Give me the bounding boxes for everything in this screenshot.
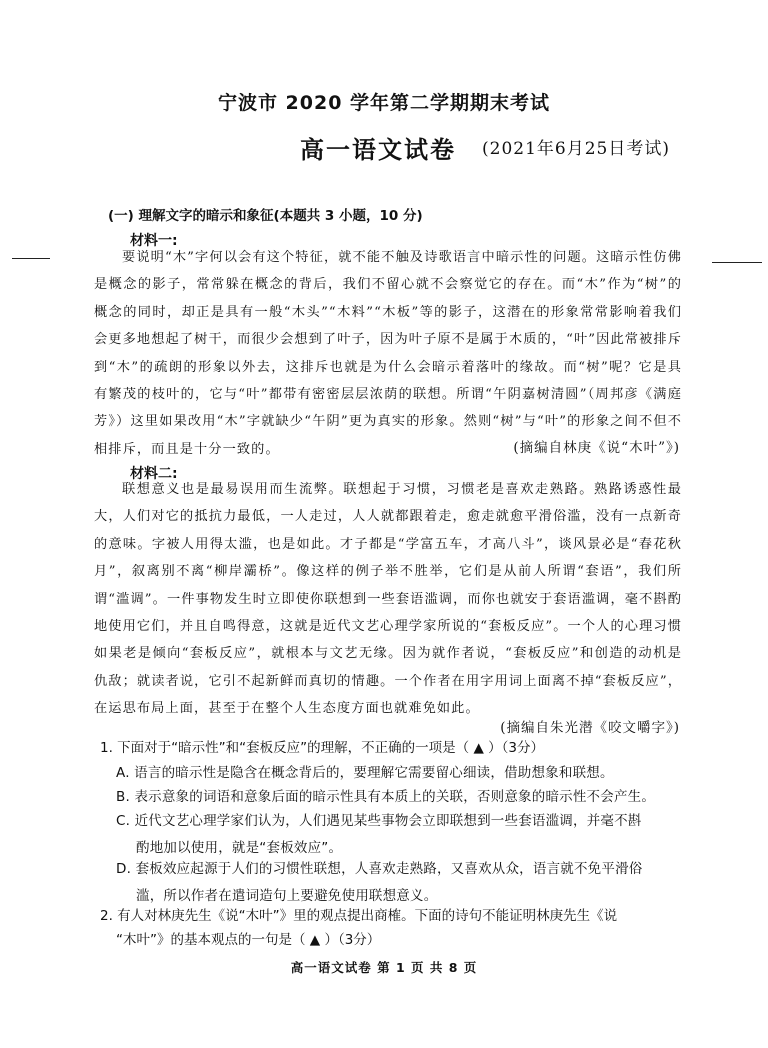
material-2-source: (摘编自朱光潜《咬文嚼字》) xyxy=(500,720,680,736)
question-2-stem xyxy=(100,904,700,952)
question-1-option-a: A. 语言的暗示性是隐含在概念背后的，要理解它需要留心细读，借助想象和联想。 xyxy=(116,765,614,781)
question-1-option-b: B. 表示意象的词语和意象后面的暗示性具有本质上的关联，否则意象的暗示性不会产生。 xyxy=(116,789,656,805)
option-c-line-2: 酌地加以使用，就是“套板效应”。 xyxy=(136,840,343,856)
question-1-stem: 1. 下面对于“暗示性”和“套板反应”的理解，不正确的一项是（ ▲ ）（3分） xyxy=(100,740,544,756)
material-2-label: 材料二: xyxy=(130,466,178,482)
option-d-line-2: 滥，所以作者在遣词造句上要避免使用联想意义。 xyxy=(136,888,438,904)
exam-date: (2021年6月25日考试) xyxy=(482,139,670,159)
material-1-text: 要说明“木”字何以会有这个特征，就不能不触及诗歌语言中暗示性的问题。这暗示性仿佛是概念的影子，常常躲在概念的背后，我们不留心就不会察觉它的存在。而“木”作为“树”的概念的同时，却正是具有一般“木头”“木料”“木板”等的影子，这潜在的形象常常影响着我们会更多地想起了树干，而很少会想到了叶子，因为叶子原不是属于木质的，“叶”因此常被排斥到“木”的疏朗的形象以外去，这排斥也就是为什么会暗示着落叶的缘故。而“树”呢？它是具有繁茂的枝叶的，它与“叶”都带有密密层层浓荫的联想。所谓“午阴嘉树清圆”（周邦彦《满庭芳》）这里如果改用“木”字就缺少“午阴”更为真实的形象。然则“树”与“叶”的形象之间不但不相排斥，而且是十分一致的。 xyxy=(94,250,682,457)
question-1-option-c xyxy=(116,808,706,862)
question-1-option-d xyxy=(116,856,706,910)
margin-rule-left xyxy=(12,258,50,259)
question-2-line-2: “木叶”》的基本观点的一句是（ ▲ ）（3分） xyxy=(116,932,381,948)
material-2-text: 联想意义也是最易误用而生流弊。联想起于习惯，习惯老是喜欢走熟路。熟路诱惑性最大，人们对它的抵抗力最低，一人走过，人人就都跟着走，愈走就愈平滑俗滥，没有一点新奇的意味。字被人用得太滥，也是如此。才子都是“学富五车，才高八斗”，谈风景必是“春花秋月”，叙离别不离“柳岸灞桥”。像这样的例子举不胜举，它们是从前人所谓“套语”，我们所谓“滥调”。一件事物发生时立即使你联想到一些套语滥调，而你也就安于套语滥调，毫不斟酌地使用它们，并且自鸣得意，这就是近代文艺心理学家所说的“套板反应”。一个人的心理习惯如果老是倾向“套板反应”，就根本与文艺无缘。因为就作者说，“套板反应”和创造的动机是仇敌；就读者说，它引不起新鲜而真切的情趣。一个作者在用字用词上面离不掉“套板反应”，在运思布局上面，甚至于在整个人生态度方面也就难免如此。 xyxy=(94,482,682,717)
margin-rule-right xyxy=(712,262,762,263)
page-footer: 高一语文试卷 第 1 页 共 8 页 xyxy=(290,960,478,975)
section-heading: (一) 理解文字的暗示和象征(本题共 3 小题，10 分) xyxy=(108,208,423,224)
exam-title: 宁波市 2020 学年第二学期期末考试 xyxy=(217,92,551,114)
question-2-line-1: 2. 有人对林庚先生《说“木叶”》里的观点提出商榷。下面的诗句不能证明林庚先生《说 xyxy=(100,908,618,924)
paper-subtitle: 高一语文试卷 xyxy=(300,136,456,164)
option-c-line-1: C. 近代文艺心理学家们认为，人们遇见某些事物会立即联想到一些套语滥调，并毫不斟 xyxy=(116,813,642,829)
material-1-label: 材料一: xyxy=(130,233,178,249)
option-d-line-1: D. 套板效应起源于人们的习惯性联想，人喜欢走熟路，又喜欢从众，语言就不免平滑俗 xyxy=(116,861,643,877)
material-1-source: (摘编自林庚《说“木叶”》) xyxy=(513,440,680,456)
